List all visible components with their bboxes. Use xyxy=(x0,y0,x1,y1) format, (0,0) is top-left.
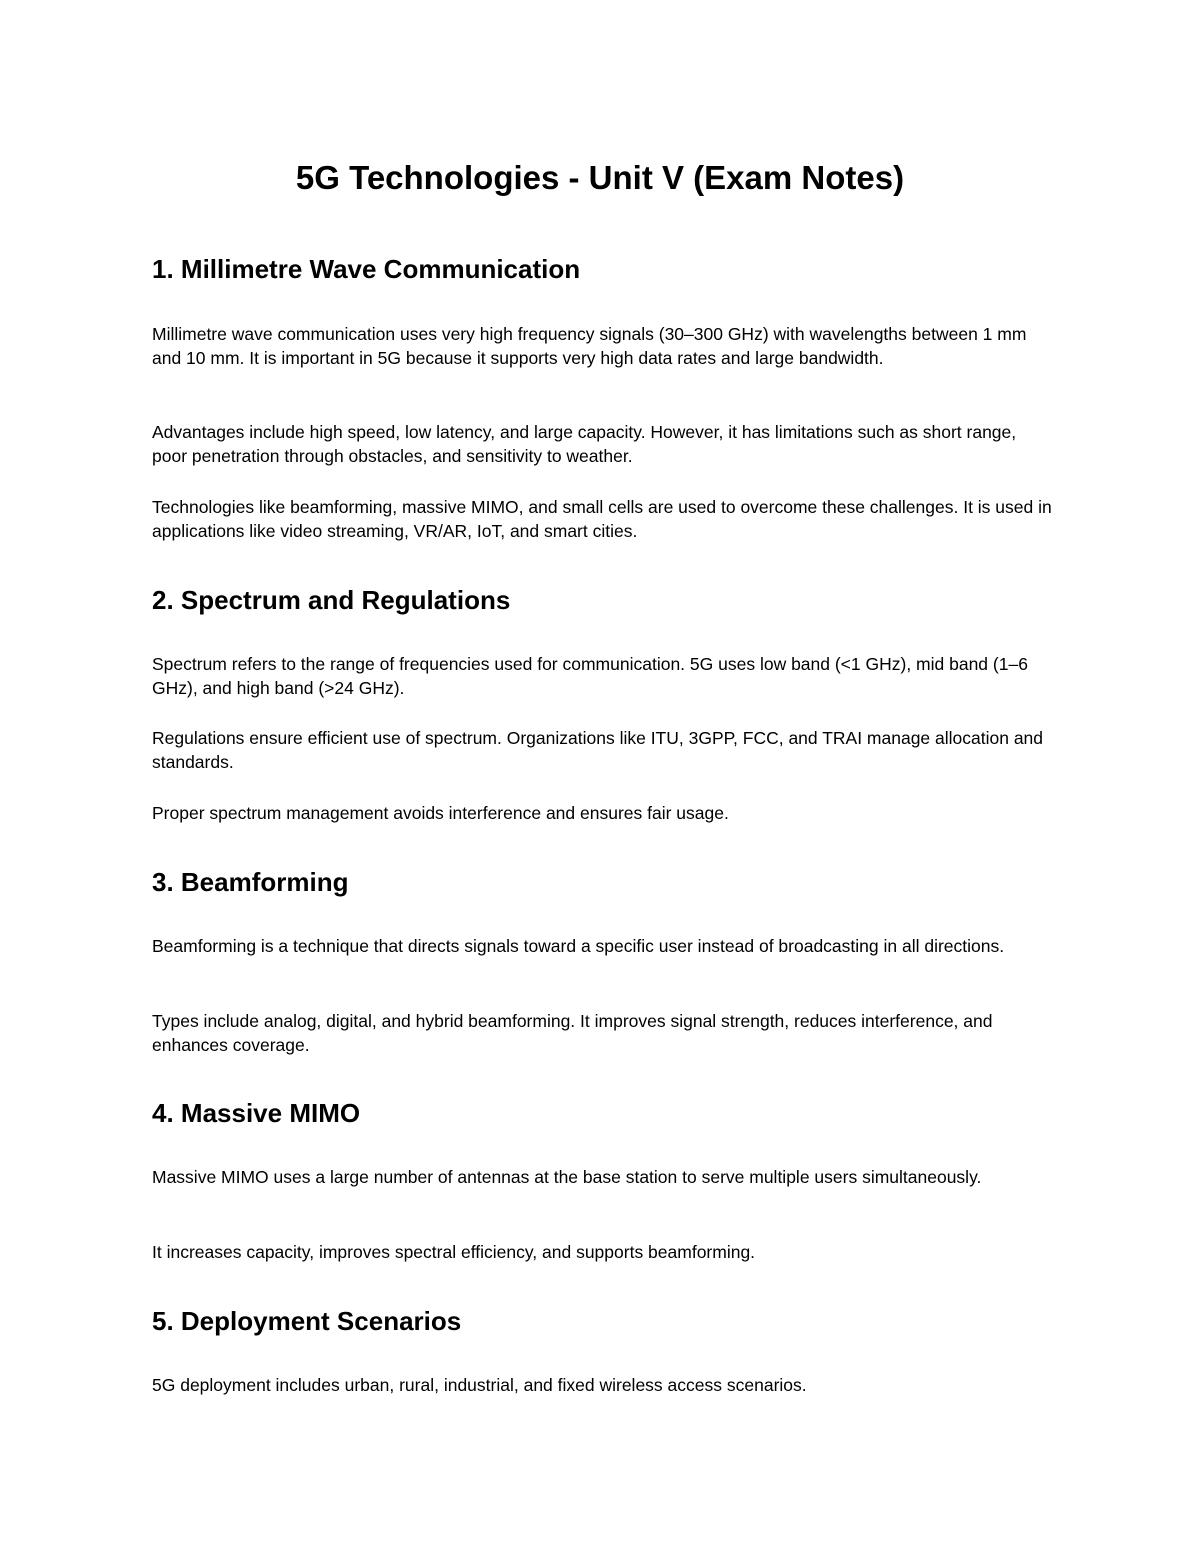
section-heading-massive-mimo: 4. Massive MIMO xyxy=(152,1098,361,1128)
section-heading-deployment-scenarios: 5. Deployment Scenarios xyxy=(152,1306,462,1336)
document-title: 5G Technologies - Unit V (Exam Notes) xyxy=(295,159,905,196)
section-1-paragraph-3: Technologies like beamforming, massive MIMO, and small cells are used to overcome these challenges. It is used in applications like video streaming, VR/AR, IoT, and smart cities. xyxy=(152,497,1052,541)
section-1-paragraph-2: Advantages include high speed, low latency, and large capacity. However, it has limitations such as short range, poor penetration through obstacles, and sensitivity to weather. xyxy=(152,422,1017,466)
section-heading-beamforming: 3. Beamforming xyxy=(152,867,349,897)
section-3-paragraph-2: Types include analog, digital, and hybrid beamforming. It improves signal strength, reduces interference, and enhances coverage. xyxy=(152,1011,993,1055)
section-heading-millimetre-wave: 1. Millimetre Wave Communication xyxy=(152,254,581,284)
section-2-paragraph-3: Proper spectrum management avoids interference and ensures fair usage. xyxy=(152,803,729,823)
section-3-paragraph-1: Beamforming is a technique that directs signals toward a specific user instead of broadcasting in all directions. xyxy=(152,936,1005,956)
section-2-paragraph-1: Spectrum refers to the range of frequencies used for communication. 5G uses low band (<1 GHz), mid band (1–6 GHz), and high band (>24 GHz). xyxy=(152,654,1028,698)
section-heading-spectrum-regulations: 2. Spectrum and Regulations xyxy=(152,585,511,615)
section-2-paragraph-2: Regulations ensure efficient use of spectrum. Organizations like ITU, 3GPP, FCC, and TRAI manage allocation and standards. xyxy=(152,728,1044,772)
section-4-paragraph-1: Massive MIMO uses a large number of antennas at the base station to serve multiple users simultaneously. xyxy=(152,1167,982,1187)
section-4-paragraph-2: It increases capacity, improves spectral efficiency, and supports beamforming. xyxy=(152,1242,756,1262)
section-1-paragraph-1: Millimetre wave communication uses very high frequency signals (30–300 GHz) with wavelengths between 1 mm and 10 mm. It is important in 5G because it supports very high data rates and large bandwidth. xyxy=(152,324,1027,368)
section-5-paragraph-1: 5G deployment includes urban, rural, industrial, and fixed wireless access scenarios. xyxy=(152,1375,807,1395)
